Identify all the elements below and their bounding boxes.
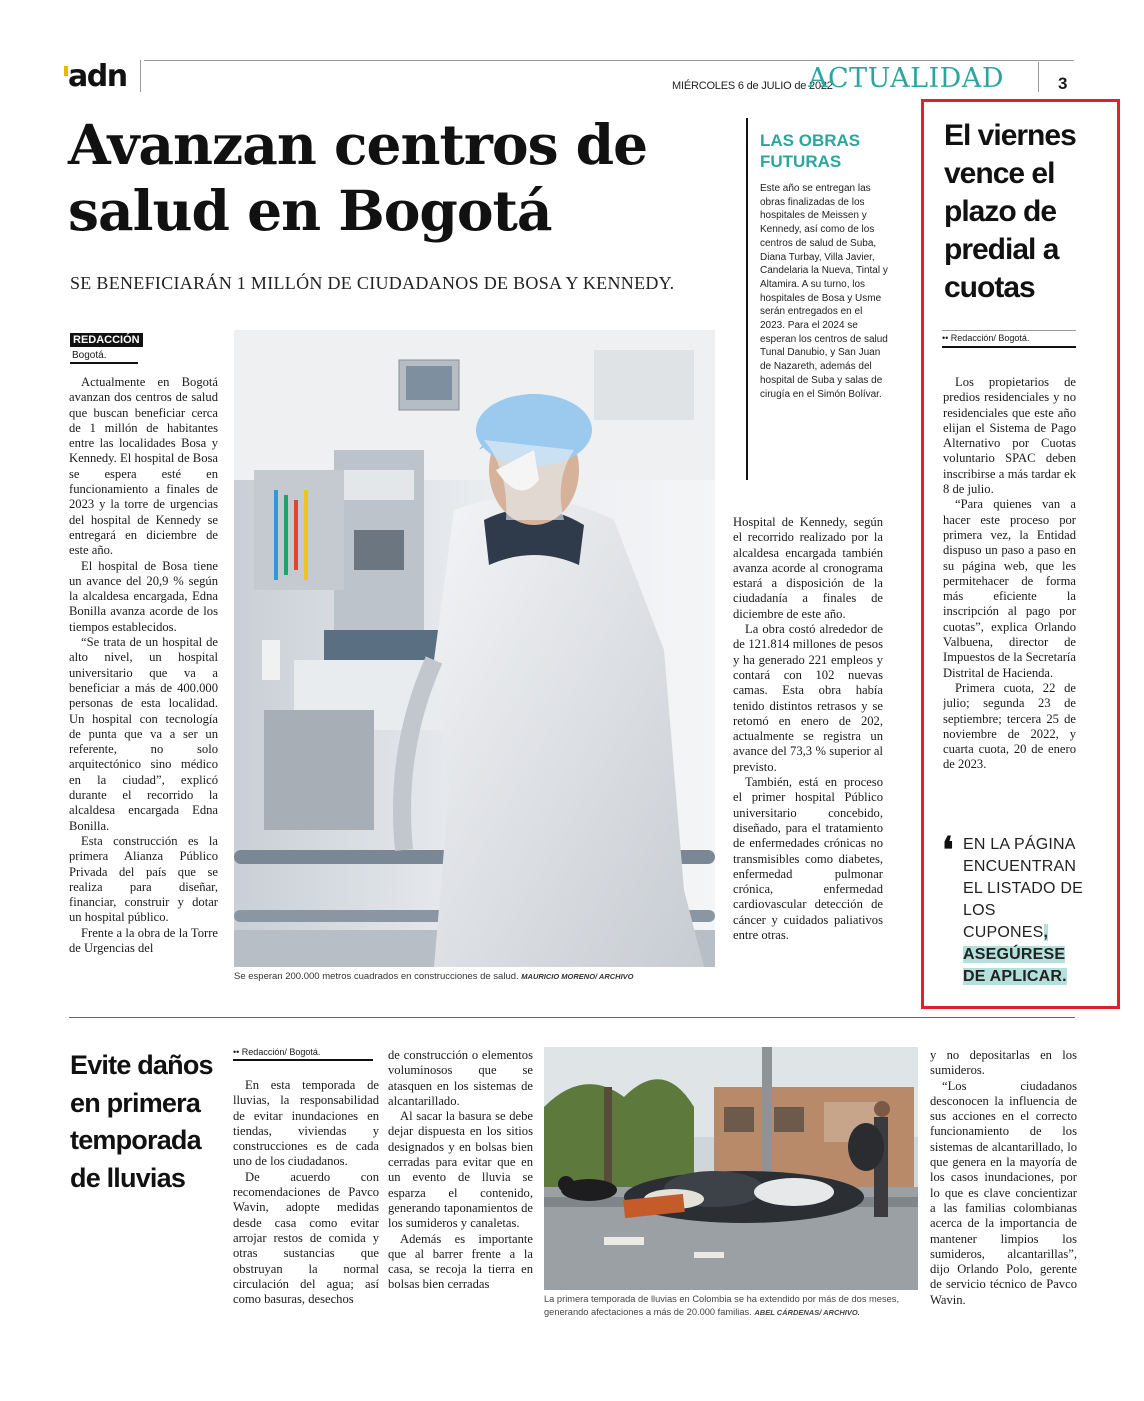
second-article-column-1 <box>233 1078 379 1324</box>
photo-caption: La primera temporada de lluvias en Colombia se ha extendido por más de dos meses, generando afectaciones a más de 20.000 familias. ABEL CÁRDENAS/ ARCHIVO. <box>544 1294 900 1317</box>
quote-icon: ❛ <box>942 829 954 871</box>
pull-quote: EN LA PÁGINA ENCUENTRAN EL LISTADO DE LOS CUPONES, ASEGÚRESE DE APLICAR. <box>963 836 1083 985</box>
paragraph: Además es importante que al barrer frente a la casa, se recoja la tierra en bolsas bien cerradas <box>388 1231 533 1292</box>
main-subhead: SE BENEFICIARÁN 1 MILLÓN DE CIUDADANOS DE BOSA Y KENNEDY. <box>70 273 675 293</box>
header-divider <box>1038 62 1039 92</box>
paragraph: En esta temporada de lluvias, la responsabilidad de evitar inundaciones en tiendas, viviendas y construcciones es de cada uno de los ciudadanos. <box>233 1078 379 1169</box>
second-article-column-3 <box>930 1048 1077 1324</box>
sidebar-text: Este año se entregan las obras finalizadas de los hospitales de Meissen y Kennedy, así como de los centros de salud de Suba, Diana Turbay, Villa Javier, Candelaria la Nueva, Tintal y Altamira. A su turno, los hospitales de Bosa y Usme serán entregados en el 2023. Para el 2024 se esperan los centros de salud Tunal Danubio, y San Juan de Nazareth, además del hospital de Suba y salas de cirugía en el Simón Bolívar. <box>760 183 888 400</box>
paragraph: “Los ciudadanos desconocen la influencia de sus acciones en el correcto funcionamiento de los sistemas de alcantarillado, lo que genera en la mayoría de los casos inundaciones, por lo que es clave concientizar a las familias colombianas acerca de la importancia de mantener limpios los sumideros, alcantarillas”, dijo Orlando Polo, gerente de servicio técnico de Pavco Wavin. <box>930 1078 1077 1307</box>
paragraph: Los propietarios de predios residenciales y no residenciales que este año elijan el Sistema de Pago Alternativo por Cuotas voluntario SPAC deben inscribirse a más tardar ek 8 de julio. <box>943 375 1076 497</box>
main-article-column-1 <box>69 375 218 990</box>
predial-headline: El viernes vence el plazo de predial a cuotas <box>944 119 1076 304</box>
paragraph: y no depositarlas en los sumideros. <box>930 1048 1077 1078</box>
photo-credit: MAURICIO MORENO/ ARCHIVO <box>521 972 634 981</box>
paragraph: Frente a la obra de la Torre de Urgencias del <box>69 925 218 955</box>
page-number: 3 <box>1058 74 1068 93</box>
section-name: ACTUALIDAD <box>808 63 1004 94</box>
photo-credit: ABEL CÁRDENAS/ ARCHIVO. <box>754 1308 860 1317</box>
sidebar-obras-futuras <box>746 118 888 480</box>
photo-caption: Se esperan 200.000 metros cuadrados en construcciones de salud. MAURICIO MORENO/ ARCHIVO <box>234 971 634 982</box>
header-divider <box>140 60 141 92</box>
article-divider <box>69 1017 1075 1018</box>
street-garbage-photo <box>544 1047 918 1290</box>
hospital-photo <box>234 330 715 967</box>
byline-tag: REDACCIÓN <box>70 333 143 347</box>
second-article-column-2 <box>388 1048 533 1324</box>
paragraph: “Se trata de un hospital de alto nivel, un hospital universitario que va a beneficiar a más de 400.000 personas de esta localidad. Un hospital con tecnología de punta que va a ser un referente, no solo arquitectónico sino médico en la ciudad”, explicó durante el recorrido la alcaldesa encargada Edna Bonilla. <box>69 635 218 833</box>
paragraph: de construcción o elementos voluminosos que se atasquen en los sistemas de alcantarillado. <box>388 1048 533 1108</box>
hospital-photo-illustration <box>234 330 715 967</box>
main-article-column-2 <box>733 515 883 990</box>
predial-byline: •• Redacción/ Bogotá. <box>942 330 1076 348</box>
byline-city: Bogotá. <box>72 350 107 361</box>
pull-quote-highlight: , ASEGÚRESE DE APLICAR. <box>963 924 1067 985</box>
paragraph: Al sacar la basura se debe dejar dispuesta en los sitios designados y en bolsas bien cerradas para evitar que en un evento de lluvia se esparza el contenido, generando taponamientos de los sumideros y canaletas. <box>388 1109 533 1231</box>
paragraph: “Para quienes van a hacer este proceso por primera vez, la Entidad dispuso un paso a paso en su página web, que les permitehacer de forma más eficiente la inscripción al pago por cuotas”, explica Orlando Valbuena, director de Impuestos de la Secretaría Distrital de Hacienda. <box>943 497 1076 680</box>
paragraph: Hospital de Kennedy, según el recorrido realizado por la alcaldesa encargada también avanza acorde al cronograma estará a disposición de la ciudadanía a finales de diciembre de este año. <box>733 515 883 621</box>
predial-article-text <box>943 375 1076 805</box>
paragraph: Primera cuota, 22 de julio; segunda 23 de septiembre; tercera 25 de noviembre de 2022, y cuarta cuota, 20 de enero de 2023. <box>943 680 1076 772</box>
paragraph: También, está en proceso el primer hospital Público universitario concebido, diseñado, para el tratamiento de enfermedades crónicas no transmisibles como diabetes, enfermedad pulmonar crónica, enfermedad cardiovascular detección de cáncer y cuidados paliativos entre otras. <box>733 775 883 943</box>
header-top-rule <box>144 60 1074 61</box>
paragraph: Esta construcción es la primera Alianza Público Privada del país que se realiza para diseñar, financiar, construir y dotar un hospital público. <box>69 833 218 925</box>
paragraph: De acuerdo con recomendaciones de Pavco Wavin, adopte medidas desde casa como evitar arrojar restos de comida y otras sustancias que obstruyan la normal circulación del agua; así como basuras, desechos <box>233 1169 379 1307</box>
second-headline: Evite daños en primera temporada de lluvias <box>70 1050 213 1193</box>
second-byline: •• Redacción/ Bogotá. <box>233 1047 373 1061</box>
paragraph: Actualmente en Bogotá avanzan dos centros de salud que buscan beneficiar cerca de 1 millón de habitantes entre las localidades Bosa y Kennedy. El hospital de Bosa se espera esté en funcionamiento a finales de 2023 y la torre de urgencias del hospital de Kennedy se entregará en diciembre de este año. <box>69 375 218 558</box>
sidebar-title: LAS OBRAS FUTURAS <box>760 131 861 171</box>
byline-rule <box>70 362 138 364</box>
paragraph: La obra costó alrededor de de 121.814 millones de pesos y ha generado 221 empleos y contará con 102 nuevas camas. Esta obra había tenido distintos retrasos y se retomó en enero de 202, actualmente se registra un avance del 73,3 % superior al previsto. <box>733 622 883 774</box>
paragraph: El hospital de Bosa tiene un avance del 20,9 % según la alcaldesa encargada, Edna Bonilla avanza acorde de los tiempos establecidos. <box>69 558 218 634</box>
street-photo-illustration <box>544 1047 918 1290</box>
main-headline: Avanzan centros de salud en Bogotá <box>68 112 648 243</box>
issue-date: MIÉRCOLES 6 de JULIO de 2022 <box>672 80 833 92</box>
adn-logo: adn <box>68 62 127 92</box>
